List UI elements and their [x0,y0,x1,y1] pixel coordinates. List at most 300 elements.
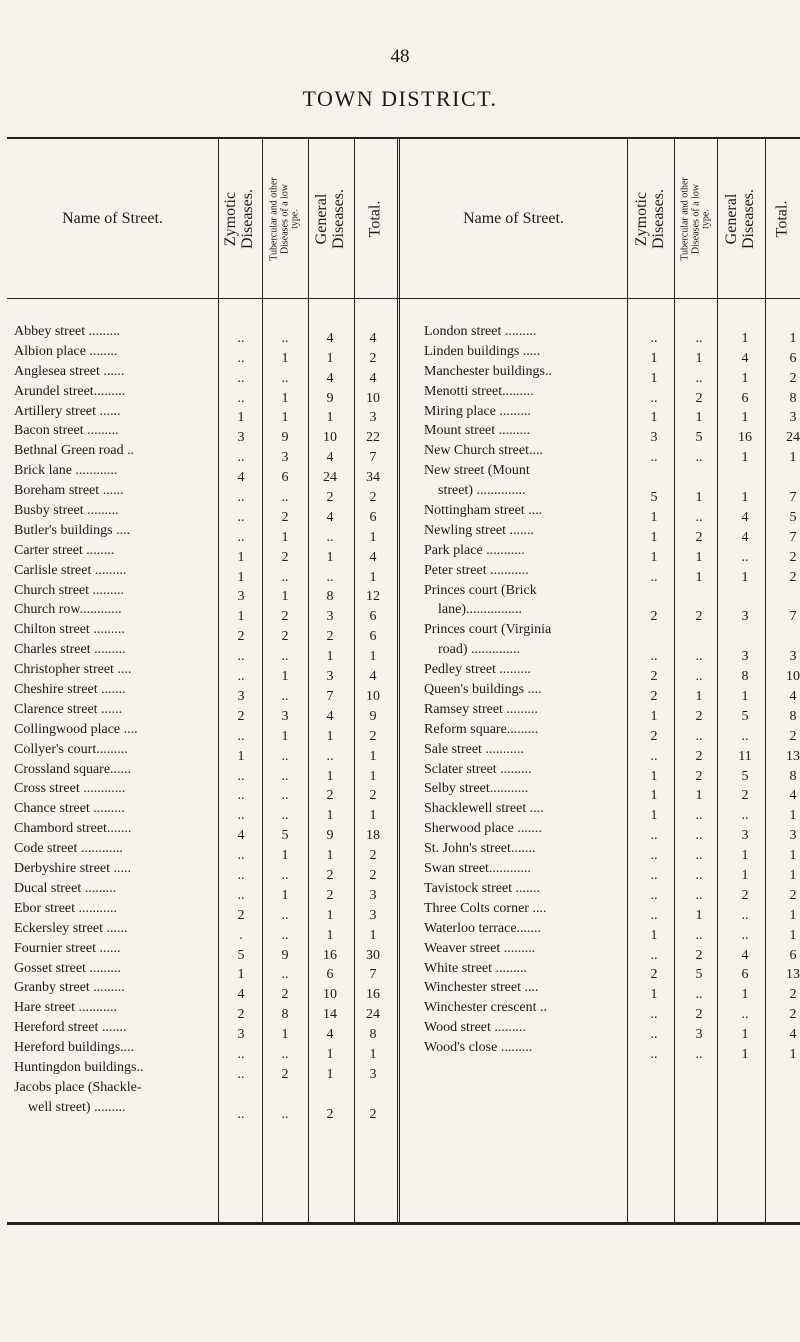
general-value: 4 [326,370,334,386]
total-value: 8 [789,390,797,406]
street-name: Mount street ......... [424,423,531,439]
tubercular-value: 1 [695,549,703,565]
street-name: White street ......... [424,960,528,976]
table-row [424,382,800,406]
general-value: 1 [326,549,334,565]
tubercular-value: .. [695,887,703,903]
table-row [14,382,394,406]
total-value: 9 [369,708,377,724]
street-name: street) .............. [438,483,526,499]
general-value: 16 [323,947,337,963]
tubercular-value: .. [281,1106,289,1122]
zymotic-value: .. [650,947,658,963]
table-row [424,322,800,346]
tubercular-value: .. [281,867,289,883]
tubercular-value: 3 [695,1027,703,1043]
zymotic-value: 4 [237,470,245,486]
total-value: 2 [789,569,797,585]
tubercular-value: .. [281,808,289,824]
zymotic-value: 2 [650,669,658,685]
general-value: 1 [326,1046,334,1062]
zymotic-value: .. [650,848,658,864]
total-value: 3 [369,887,377,903]
general-value: 10 [323,430,337,446]
general-value: 1 [741,450,749,466]
total-value: 1 [789,450,797,466]
tubercular-value: 2 [695,748,703,764]
tubercular-value: 1 [695,569,703,585]
table-row [14,939,394,963]
table-row [14,978,394,1003]
street-name: Winchester street .... [424,980,539,996]
total-value: 1 [369,529,377,545]
total-value: 2 [789,987,797,1003]
total-value: 4 [369,370,377,386]
total-value: 12 [366,589,380,605]
tubercular-value: .. [281,330,289,346]
total-value: 13 [786,748,800,764]
general-value: 8 [741,669,749,685]
tubercular-value: .. [281,967,289,983]
general-value: 2 [741,887,749,903]
total-value: 1 [789,1046,797,1062]
table-row [14,899,394,923]
street-name: Anglesea street ...... [14,363,125,379]
total-value: 24 [786,430,800,446]
table-row [424,819,800,844]
zymotic-value: .. [237,1066,245,1082]
street-name: Abbey street ......... [14,324,121,339]
general-value: 14 [323,1007,337,1023]
street-name: Clarence street ...... [14,701,123,717]
total-value: 2 [789,887,797,903]
general-value: 1 [326,728,334,744]
total-value: 7 [789,529,797,545]
table-row [14,342,394,366]
total-value: 7 [789,490,797,506]
general-value: 4 [326,450,334,466]
zymotic-value: 1 [650,987,658,1003]
street-name: Brick lane ............ [14,463,118,479]
page-number: 48 [390,46,410,67]
table-row [14,1098,394,1122]
general-value: 10 [323,987,337,1003]
street-name: Hare street ........... [14,1000,118,1016]
table-row [424,342,800,366]
general-value: 1 [741,848,749,864]
zymotic-value: 2 [650,688,658,704]
street-name: Code street ............ [14,841,123,857]
header-total-right: Total. [773,200,791,238]
street-name: Wood street ......... [424,1020,526,1036]
table-row [14,441,394,466]
total-value: 8 [789,768,797,784]
total-value: 22 [366,430,380,446]
table-row [14,799,394,824]
zymotic-value: 1 [650,788,658,804]
zymotic-value: .. [237,490,245,506]
street-name: Reform square......... [424,721,539,737]
table-row [14,959,394,983]
zymotic-value: 5 [237,947,245,963]
total-value: 2 [789,370,797,386]
table-row [14,521,394,545]
zymotic-value: .. [650,569,658,585]
zymotic-value: 1 [650,370,658,386]
zymotic-value: .. [650,887,658,903]
general-value: 1 [741,370,749,386]
street-name: Miring place ......... [424,403,531,419]
tubercular-value: 1 [281,669,289,685]
table-row [424,740,800,764]
header-tubercular-left: Tubercular and other Diseases of a low type. [268,177,301,261]
zymotic-value: .. [237,867,245,883]
general-value: 3 [741,828,749,844]
total-value: 7 [369,450,377,466]
total-value: 4 [789,1027,797,1043]
tubercular-value: 9 [281,947,289,963]
total-value: 2 [789,1007,797,1023]
tubercular-value: .. [281,927,289,943]
tubercular-value: 5 [695,967,703,983]
table-row [14,581,394,605]
zymotic-value: 2 [237,1007,245,1023]
zymotic-value: .. [237,728,245,744]
zymotic-value: 4 [237,828,245,844]
section-divider [397,138,400,1222]
street-name: Ramsey street ......... [424,701,538,717]
total-value: 2 [369,1106,377,1122]
table-row [424,421,800,446]
tubercular-value: .. [695,867,703,883]
general-value: 1 [741,569,749,585]
tubercular-value: .. [281,569,289,585]
general-value: 1 [741,330,749,346]
tubercular-value: .. [695,669,703,685]
total-value: 2 [369,350,377,366]
zymotic-value: 1 [650,410,658,426]
tubercular-value: 1 [281,1027,289,1043]
general-value: 1 [326,649,334,665]
total-value: 6 [369,629,377,645]
street-name: Gosset street ......... [14,960,121,976]
total-value: 7 [369,967,377,983]
total-value: 8 [789,708,797,724]
general-value: 1 [326,768,334,784]
total-value: 30 [366,947,380,963]
table-row [424,919,800,943]
street-name: road) .............. [438,642,521,658]
total-value: 5 [789,509,797,525]
zymotic-value: 2 [650,609,658,625]
table-row [424,461,800,481]
zymotic-value: .. [650,828,658,844]
street-name: Menotti street......... [424,383,534,399]
table-row [424,978,800,1003]
tubercular-value: 2 [695,1007,703,1023]
general-value: .. [741,927,749,943]
total-value: 2 [789,728,797,744]
general-value: 4 [326,330,334,346]
total-value: 2 [369,848,377,864]
general-value: 6 [741,967,749,983]
table-row [14,779,394,804]
table-row [424,1038,800,1062]
tubercular-value: 8 [281,1007,289,1023]
tubercular-value: 1 [281,848,289,864]
zymotic-value: 5 [650,490,658,506]
street-name: Peter street ........... [424,562,529,578]
table-row [424,441,800,466]
tubercular-value: 5 [695,430,703,446]
general-value: 8 [326,589,334,605]
tubercular-value: .. [695,649,703,665]
general-value: 2 [326,867,334,883]
street-name: Granby street ......... [14,980,125,996]
general-value: 4 [326,1027,334,1043]
general-value: 1 [741,410,749,426]
total-value: 1 [789,927,797,943]
zymotic-value: .. [650,649,658,665]
general-value: .. [326,569,334,585]
street-name: Huntingdon buildings.. [14,1059,144,1075]
tubercular-value: 2 [281,509,289,525]
zymotic-value: .. [650,1046,658,1062]
street-name: Sale street ........... [424,741,524,757]
general-value: 2 [326,629,334,645]
general-value: 5 [741,768,749,784]
total-value: 13 [786,967,800,983]
general-value: 2 [741,788,749,804]
zymotic-value: 1 [650,927,658,943]
street-name: Nottingham street .... [424,503,543,519]
table-row [14,600,394,625]
tubercular-value: .. [281,907,289,923]
total-value: 10 [366,688,380,704]
table-row [14,620,394,645]
total-value: 10 [366,390,380,406]
table-row [14,919,394,943]
street-name: Tavistock street ....... [424,880,541,896]
general-value: .. [741,907,749,923]
street-name: Crossland square...... [14,761,132,777]
zymotic-value: 3 [650,430,658,446]
zymotic-value: 1 [650,509,658,525]
street-name: Charles street ......... [14,642,126,658]
tubercular-value: 1 [695,788,703,804]
street-name: Bethnal Green road .. [14,443,135,459]
table-row [14,819,394,844]
total-value: 16 [366,987,380,1003]
table-row [14,1018,394,1043]
general-value: 1 [741,1027,749,1043]
tubercular-value: 6 [281,470,289,486]
tubercular-value: .. [695,509,703,525]
general-value: 6 [741,390,749,406]
zymotic-value: 2 [650,728,658,744]
general-value: 4 [326,509,334,525]
table-row [14,700,394,724]
table-row [424,541,800,565]
tubercular-value: 2 [695,529,703,545]
tubercular-value: 3 [281,450,289,466]
total-value: 4 [369,330,377,346]
zymotic-value: 3 [237,1027,245,1043]
total-value: 3 [789,410,797,426]
general-value: 1 [741,987,749,1003]
zymotic-value: .. [237,1046,245,1062]
total-value: 4 [369,549,377,565]
street-name: Weaver street ......... [424,940,536,956]
table-row [424,581,800,601]
general-value: 2 [326,788,334,804]
table-row [14,461,394,486]
zymotic-value: 4 [237,987,245,1003]
table-row [424,700,800,724]
tubercular-value: .. [695,828,703,844]
zymotic-value: 1 [237,609,245,625]
street-name: Collyer's court......... [14,741,128,757]
total-value: 1 [369,1046,377,1062]
table-row [14,640,394,665]
tubercular-value: 3 [281,708,289,724]
general-value: 2 [326,490,334,506]
general-value: 4 [741,529,749,545]
total-value: 18 [366,828,380,844]
total-value: 1 [369,768,377,784]
table-row [14,680,394,704]
table-row [14,998,394,1023]
table-row [424,799,800,824]
zymotic-value: .. [650,748,658,764]
general-value: 9 [326,828,334,844]
tubercular-value: 1 [281,529,289,545]
street-name: Carlisle street ......... [14,562,127,578]
total-value: 3 [789,828,797,844]
zymotic-value: .. [237,509,245,525]
tubercular-value: .. [281,649,289,665]
tubercular-value: 1 [281,589,289,605]
tubercular-value: 2 [695,947,703,963]
zymotic-value: 1 [650,808,658,824]
zymotic-value: 1 [237,549,245,565]
street-name: Chilton street ......... [14,622,125,638]
general-value: 3 [326,669,334,685]
street-name: Chance street ......... [14,801,125,817]
tubercular-value: 1 [695,688,703,704]
tubercular-value: 1 [695,350,703,366]
tubercular-value: 1 [695,490,703,506]
tubercular-value: 2 [695,708,703,724]
street-name: Collingwood place .... [14,721,138,737]
street-name: Sclater street ......... [424,761,532,777]
general-value: 1 [741,1046,749,1062]
table-row [14,839,394,864]
total-value: 3 [369,1066,377,1082]
total-value: 3 [369,907,377,923]
street-name: Ducal street ......... [14,880,117,896]
header-name-right: Name of Street. [463,210,564,227]
street-name: London street ......... [424,324,537,339]
street-name: Bacon street ......... [14,423,119,439]
tubercular-value: .. [281,768,289,784]
street-name: Shacklewell street .... [424,801,544,817]
table-row [424,998,800,1023]
total-value: 3 [369,410,377,426]
street-name: Jacobs place (Shackle- [14,1079,142,1095]
zymotic-value: 1 [650,350,658,366]
zymotic-value: 3 [237,430,245,446]
tubercular-value: .. [281,370,289,386]
table-top-rule [7,137,800,139]
table-row [14,1058,394,1082]
street-name: Butler's buildings .... [14,522,131,538]
total-value: 6 [789,947,797,963]
general-value: 2 [326,1106,334,1122]
table-row [14,501,394,525]
general-value: 1 [326,808,334,824]
table-row [424,481,800,506]
total-value: 1 [789,867,797,883]
street-name: Wood's close ......... [424,1040,533,1056]
table-row [424,939,800,963]
header-zymotic-right: Zymotic Diseases. [632,189,667,249]
street-name: Manchester buildings.. [424,363,552,379]
zymotic-value: .. [237,370,245,386]
street-name: Fournier street ...... [14,940,121,956]
general-value: 5 [741,708,749,724]
table-row [14,760,394,784]
tubercular-value: 2 [695,609,703,625]
table-row [14,879,394,903]
street-name: Cross street ............ [14,781,126,797]
tubercular-value: 2 [281,987,289,1003]
tubercular-value: .. [695,330,703,346]
general-value: 4 [741,947,749,963]
tubercular-value: .. [695,450,703,466]
total-value: 1 [789,907,797,923]
table-row [424,640,800,665]
total-value: 2 [369,788,377,804]
street-name: Hereford buildings.... [14,1040,135,1056]
table-row [424,600,800,625]
street-name: Ebor street ........... [14,900,118,916]
tubercular-value: .. [281,1046,289,1062]
table-row [424,839,800,864]
total-value: 1 [369,808,377,824]
table-row [14,660,394,685]
total-value: 1 [369,748,377,764]
tubercular-value: .. [695,808,703,824]
total-value: 1 [789,808,797,824]
total-value: 6 [369,609,377,625]
general-value: .. [741,808,749,824]
tubercular-value: .. [695,927,703,943]
zymotic-value: .. [650,907,658,923]
general-value: 11 [738,748,752,764]
total-value: 1 [789,330,797,346]
total-value: 1 [369,569,377,585]
total-value: 4 [789,688,797,704]
general-value: .. [326,748,334,764]
general-value: 4 [741,509,749,525]
table-row [424,660,800,685]
street-name: Albion place ........ [14,343,118,359]
zymotic-value: .. [237,1106,245,1122]
general-value: 3 [326,609,334,625]
table-row [424,680,800,704]
street-name: Chambord street....... [14,821,132,837]
